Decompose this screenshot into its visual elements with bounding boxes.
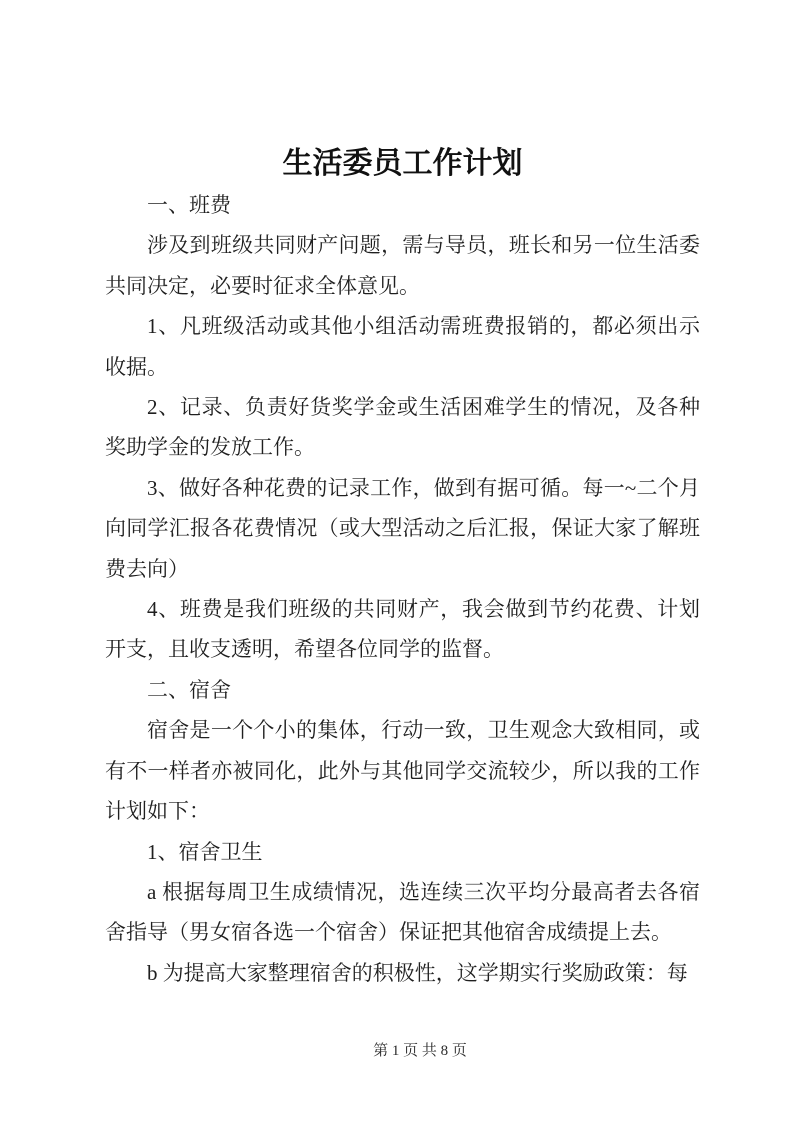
page-footer: 第 1 页 共 8 页 [373, 1043, 467, 1059]
paragraph-section-heading: 一、班费 [147, 193, 231, 217]
paragraph: 涉及到班级共同财产问题，需与导员，班长和另一位生活委共同决定，必要时征求全体意见。 [105, 233, 700, 298]
paragraph: a 根据每周卫生成绩情况，选连续三次平均分最高者去各宿舍指导（男女宿各选一个宿舍）保证把其他宿舍成绩提上去。 [105, 879, 700, 945]
paragraph: 4、班费是我们班级的共同财产，我会做到节约花费、计划开支，且收支透明，希望各位同学的监督。 [105, 597, 700, 662]
document-title: 生活委员工作计划 [282, 147, 523, 180]
paragraph-subheading: 1、宿舍卫生 [147, 839, 263, 864]
paragraph: 1、凡班级活动或其他小组活动需班费报销的，都必须出示收据。 [105, 314, 700, 379]
document-content [105, 143, 700, 993]
paragraph-section-heading: 二、宿舍 [147, 677, 231, 702]
paragraph: b 为提高大家整理宿舍的积极性，这学期实行奖励政策：每 [147, 960, 688, 985]
paragraph: 宿舍是一个个小的集体，行动一致，卫生观念大致相同，或有不一样者亦被同化，此外与其他同学交流较少，所以我的工作计划如下： [105, 718, 700, 824]
paragraph: 2、记录、负责好货奖学金或生活困难学生的情况，及各种奖助学金的发放工作。 [105, 395, 700, 460]
document-body [105, 185, 700, 993]
paragraph: 3、做好各种花费的记录工作，做到有据可循。每一~二个月向同学汇报各花费情况（或大型活动之后汇报，保证大家了解班费去向） [105, 475, 700, 581]
